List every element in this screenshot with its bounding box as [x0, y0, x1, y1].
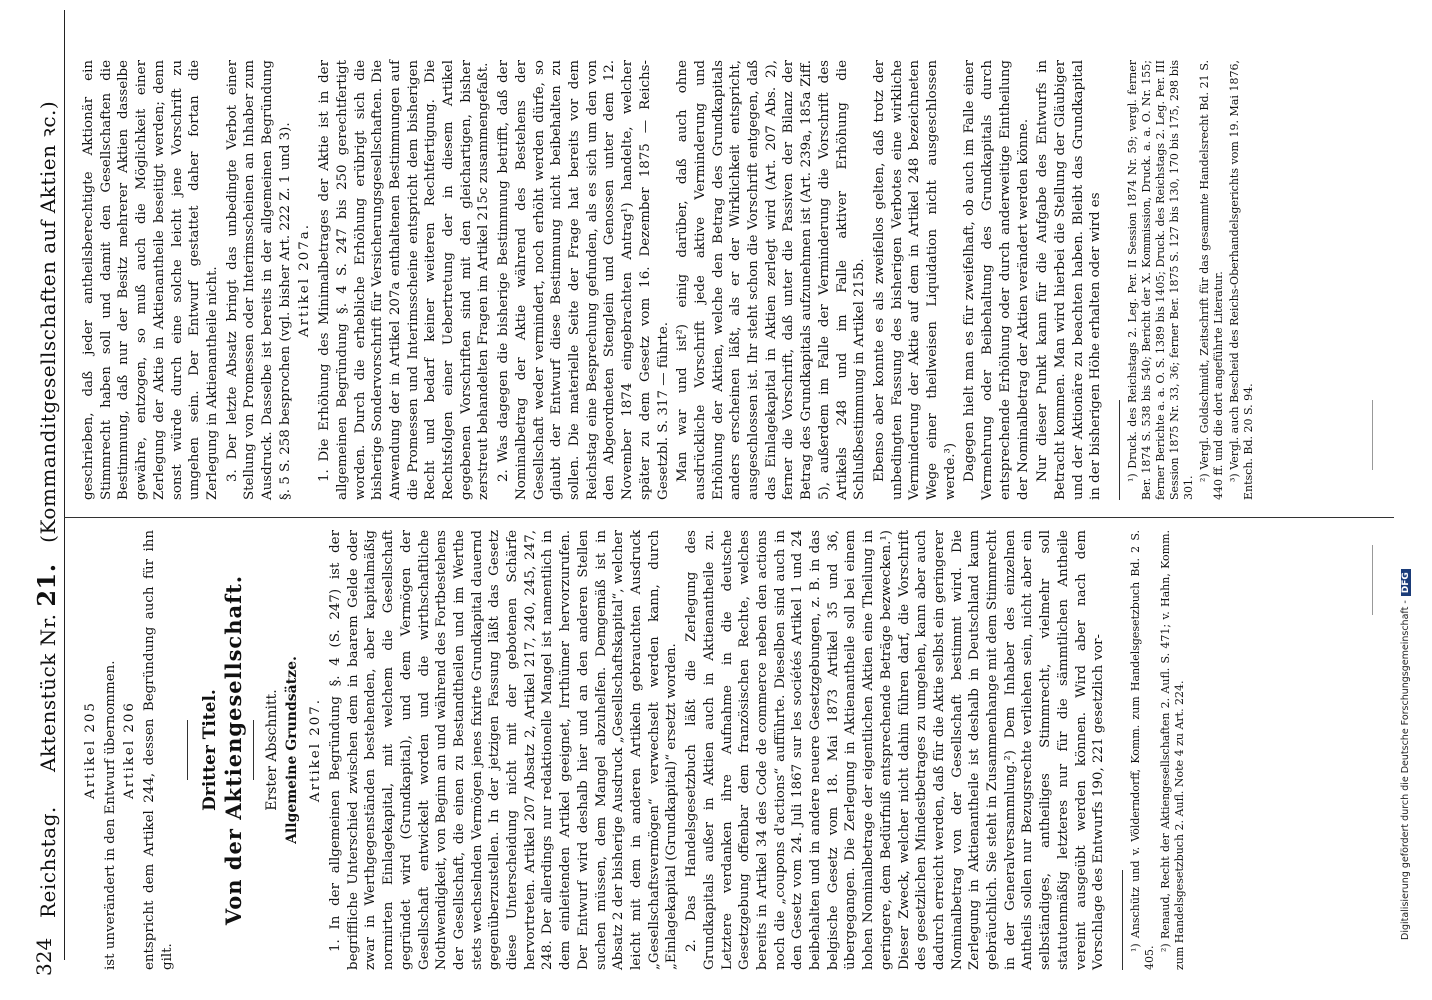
- paragraph: 3. Der letzte Absatz bringt das unbedingte Verbot einer Stellung von Promessen oder Interimsscheinen an Inhaber zum Ausdruck. Dasselbe ist bereits in der allgemeinen Begründung §. 5 S. 258 besprochen (vgl. bisher Art. 222 Z. 1 und 3).: [224, 60, 293, 500]
- footnote: ²) Renaud, Recht der Aktiengesellschaften 2. Aufl. S. 471; v. Hahn, Komm. zum Handelsgesetzbuch 2. Aufl. Note 4 zu Art. 224.: [1158, 530, 1186, 970]
- article-207-title: Artikel 207.: [308, 697, 324, 803]
- footnote: ²) Vergl. Goldschmidt, Zeitschrift für das gesammte Handelsrecht Bd. 21 S. 440 ff. und die dort angeführte Literatur.: [1198, 60, 1226, 500]
- paragraph: geschrieben, daß jeder antheilsberechtigte Aktionär ein Stimmrecht haben soll und damit den Gesellschaften die Bestimmung, daß nur der Besitz mehrerer Aktien dasselbe gewähre, entzogen, so muß auch die Möglichkeit einer Zerlegung der Aktie in Aktienantheile beseitigt werden; denn sonst würde durch eine solche leicht jene Vorschrift zu umgehen sein. Der Entwurf gestattet daher fortan die Zerlegung in Aktienantheile nicht.: [81, 60, 220, 500]
- header-line: [32, 101, 61, 918]
- footnote: ¹) Anschütz und v. Völderndorff, Komm. zum Handelsgesetzbuch Bd. 2 S. 405.: [1128, 530, 1156, 970]
- running-header: [28, 58, 62, 988]
- separator: [253, 720, 254, 780]
- right-column: [80, 60, 1258, 500]
- footnote-rule: [1122, 870, 1123, 970]
- article-205-text: ist unverändert in den Entwurf übernommen.: [102, 660, 118, 970]
- digitization-credit: [1400, 40, 1420, 980]
- section-title: Erster Abschnitt.: [263, 689, 280, 811]
- section-subtitle: Allgemeine Grundsätze.: [283, 656, 300, 844]
- header-rule: [64, 10, 65, 960]
- header-left: Reichstag.: [36, 806, 60, 918]
- paragraph: 1. In der allgemeinen Begründung §. 4 (S. 247) ist der begriffliche Unterschied zwischen dem in baarem Gelde oder zwar in Werthgegenständen bestehenden, aber kapitalmäßig normirten Einlagekapital, mit welchem die Gesellschaft gegründet wird (Grundkapital), und dem Vermögen der Gesellschaft entwickelt worden und die wirthschaftliche Nothwendigkeit, von Beginn an und während des Fortbestehens der Gesellschaft, die einen zu Bestandtheilen und im Werthe stets wechselnden Vermögen jenes fixirte Grundkapital dauernd gegenüberzustellen. In der jetzigen Fassung läßt das Gesetz diese Unterscheidung nicht mit der gebotenen Schärfe hervortreten. Artikel 207 Absatz 2, Artikel 217, 240, 245, 247, 248. Der allerdings nur redaktionelle Mangel ist namentlich in dem einleitenden Artikel geeignet, Irrthümer hervorzurufen. Der Entwurf wird deshalb hier und an den anderen Stellen suchen müssen, dem Mangel abzuhelfen. Demgemäß ist in Absatz 2 der bisherige Ausdruck „Gesellschaftskapital“, welcher leicht mit dem in anderen Artikeln gebrauchten Ausdruck „Gesellschaftsvermögen“ verwechselt werden kann, durch „Einlagekapital (Grundkapital)“ ersetzt worden.: [328, 530, 680, 970]
- article-206-text: entspricht dem Artikel 244, dessen Begründung auch für ihn gilt.: [142, 530, 175, 970]
- footnote: ¹) Druck. des Reichstags 2. Leg. Per. II Session 1874 Nr. 59; vergl. ferner Ber. 1874 S. 538 bis 540; Bericht der X. Kommission, Druck. a. a. O. Nr. 155; ferner Berichte a. a. O. S. 1389 bis 1405; Druck. des Reichstags 2. Leg. Per. III Session 1875 Nr. 33, 36; ferner Ber. 1875 S. 127 bis 130, 170 bis 175, 298 bis 301.: [1126, 60, 1196, 500]
- header-prefix: Aktenstück Nr.: [36, 613, 60, 772]
- credit-label: Digitalisierung gefördert durch die Deutsche Forschungsgemeinschaft -: [1400, 600, 1411, 940]
- title-line-2: Von der Aktiengesellschaft.: [221, 574, 247, 926]
- left-column: [80, 530, 1189, 970]
- paragraph: Man war und ist²) einig darüber, daß auch ohne ausdrückliche Vorschrift jede aktive Verminderung und Erhöhung der Aktien, welche den Betrag des Grundkapitals anders erscheinen läßt, als er der Wirklichkeit entspricht, ausgeschlossen ist. Ihr steht schon die Vorschrift entgegen, daß das Einlagekapital in Aktien zerlegt wird (Art. 207 Abs. 2), ferner die Vorschrift, daß unter die Passiven der Bilanz der Betrag des Grundkapitals aufzunehmen ist (Art. 239a, 185a Ziff. 5), außerdem im Falle der Verminderung die Vorschrift des Artikels 248 und im Falle aktiver Erhöhung die Schlußbestimmung in Artikel 215b.: [675, 60, 868, 500]
- paragraph: 2. Was dagegen die bisherige Bestimmung betrifft, daß der Nominalbetrag der Aktie während des Bestehens der Gesellschaft weder vermindert, noch erhöht werden dürfe, so glaubt der Entwurf diese Bestimmung nicht beibehalten zu sollen. Die materielle Seite der Frage hat bereits vor dem Reichstag eine Besprechung gefunden, als es sich um den von den Abgeordneten Stenglein und Genossen unter dem 12. November 1874 eingebrachten Antrag¹) handelte, welcher später zu dem Gesetz vom 16. Dezember 1875 — Reichs-Gesetzbl. S. 317 — führte.: [496, 60, 671, 500]
- footnote-rule: [1119, 400, 1120, 500]
- paragraph: Ebenso aber konnte es als zweifellos gelten, daß trotz der unbedingten Fassung des bisherigen Verbotes eine wirkliche Verminderung der Aktie auf dem in Artikel 248 bezeichneten Wege einer theilweisen Liquidation nicht ausgeschlossen werde.³): [871, 60, 958, 500]
- header-suffix: (Kommanditgesellschaften auf Aktien ꝛc.): [36, 100, 60, 543]
- article-205-title: Artikel 205: [83, 701, 98, 799]
- header-number: 21.: [32, 563, 61, 607]
- separator: [187, 720, 188, 780]
- paragraph: Dagegen hielt man es für zweifelhaft, ob auch im Falle einer Vermehrung oder Beibehaltung des Grundkapitals durch entsprechende Erhöhung oder durch anderweitige Eintheilung der Nominalbetrag der Aktien verändert werden könne.: [962, 60, 1031, 500]
- article-206-title: Artikel 206: [122, 701, 138, 799]
- fold-mark: [1372, 545, 1373, 615]
- dfg-logo: DFG: [1401, 569, 1411, 596]
- paragraph: 2. Das Handelsgesetzbuch läßt die Zerlegung des Grundkapitals außer in Aktien auch in Aktienantheile zu. Letztere verdanken ihre Aufnahme in die deutsche Gesetzgebung offenbar dem französischen Rechte, welches bereits in Artikel 34 des Code de commerce neben den actions noch die „coupons d'actions“ aufführte. Dieselben sind auch in den Gesetz vom 24. Juli 1867 sur les sociétés Artikel 1 und 24 beibehalten und in andere neuere Gesetzgebungen, z. B. in das belgische Gesetz vom 18. Mai 1873 Artikel 35 und 36, übergegangen. Die Zerlegung in Aktienantheile soll bei einem hohen Nominalbetrage der eigentlichen Aktien eine Theilung in geringere, dem Bedürfniß entsprechende Beträge bezwecken.¹) Dieser Zweck, welcher nicht dahin führen darf, die Vorschrift des gesetzlichen Mindestbetrages zu umgehen, kann aber auch dadurch erreicht werden, daß für die Aktie selbst ein geringerer Nominalbetrag von der Gesellschaft bestimmt wird. Die Zerlegung in Aktienantheile ist deshalb in Deutschland kaum gebräuchlich. Sie steht in Zusammenhange mit dem Stimmrecht in der Generalversammlung.²) Dem Inhaber des einzelnen Antheils sollen nur Bezugsrechte verliehen sein, nicht aber ein selbständiges, antheiliges Stimmrecht, vielmehr soll statutenmäßig letzteres nur für die sämmtlichen Antheile vereint ausgeübt werden können. Wird aber nach dem Vorschlage des Entwurfs 190, 221 gesetzlich vor-: [684, 530, 1107, 970]
- credit-text: [1400, 569, 1411, 940]
- title-line-1: Dritter Titel.: [199, 689, 220, 811]
- footnote: ³) Vergl. auch Bescheid des Reichs-Oberhandelsgerichts vom 19. Mai 1876, Entsch. Bd. 20 S. 94.: [1228, 60, 1256, 500]
- paragraph: 1. Die Erhöhung des Minimalbetrages der Aktie ist in der allgemeinen Begründung §. 4 S. 247 bis 250 gerechtfertigt worden. Durch die erhebliche Erhöhung erübrigt sich die bisherige Sondervorschrift für Versicherungsgesellschaften. Die Anwendung der in Artikel 207a enthaltenen Bestimmungen auf die Promessen und Interimsscheine entspricht dem bisherigen Recht und bedarf keiner weiteren Rechtfertigung. Die Rechtsfolgen einer Uebertretung der in diesem Artikel gegebenen Vorschriften sind mit den gleichartigen, bisher zerstreut behandelten Fragen im Artikel 215c zusammengefaßt.: [317, 60, 492, 500]
- page-number: 324: [32, 937, 56, 976]
- fold-mark: [1372, 400, 1373, 470]
- article-207a-title: Artikel 207a.: [297, 222, 313, 338]
- paragraph: Nur dieser Punkt kann für die Aufgabe des Entwurfs in Betracht kommen. Man wird hierbei die Stellung der Gläubiger und der Aktionäre zu beachten haben. Bleibt das Grundkapital in der bisherigen Höhe erhalten oder wird es: [1035, 60, 1104, 500]
- column-divider: [64, 517, 1394, 518]
